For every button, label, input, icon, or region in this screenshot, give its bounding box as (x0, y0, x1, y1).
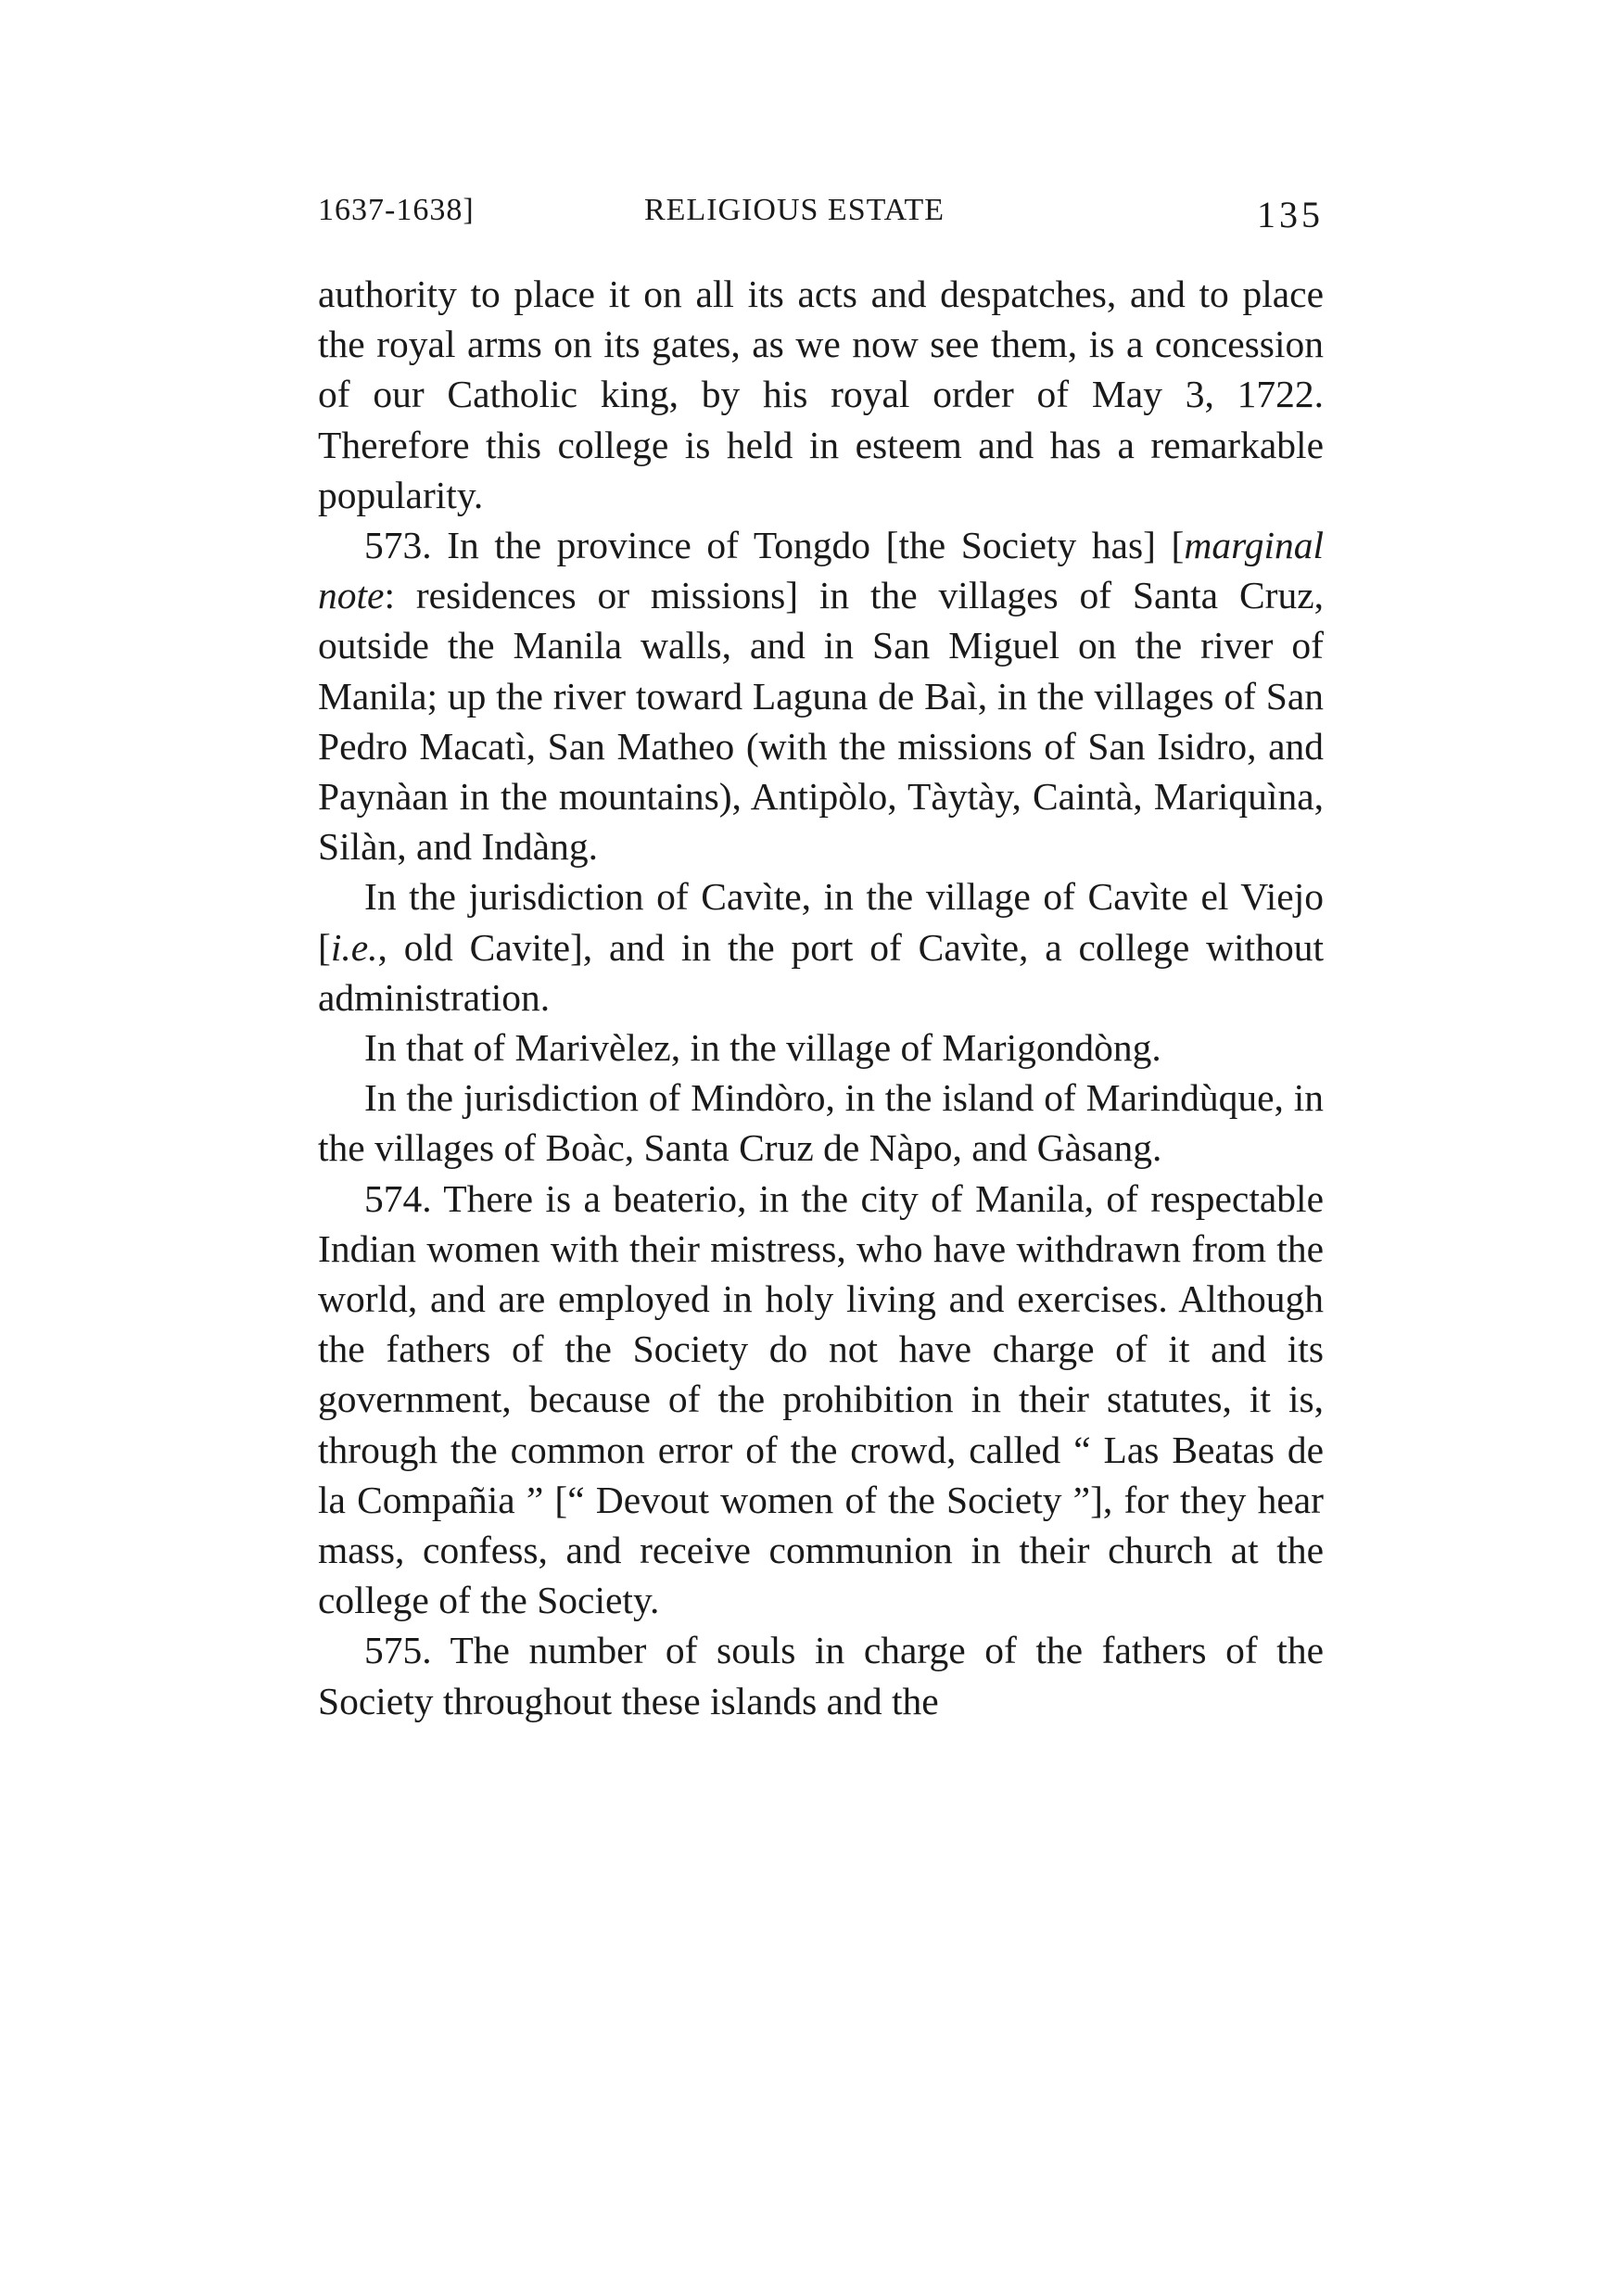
running-header (318, 193, 1324, 239)
paragraph-574: 574. There is a beaterio, in the city of Manila, of respectable Indian women with their mistress, who have withdrawn from the world, and are employed in holy living and exercises. Although the fathers of the Society do not have charge of it and its government, because of the prohibition in their statutes, it is, through the common error of the crowd, called “ Las Beatas de la Compañia ” [“ Devout women of the Society ”], for they hear mass, confess, and receive communion in their church at the college of the Society. (318, 1176, 1324, 1622)
italic-text: marginal note (318, 524, 1324, 617)
paragraph-mindoro: In the jurisdiction of Mindòro, in the island of Marindùque, in the villages of Boàc, Santa Cruz de Nàpo, and Gàsang. (318, 1076, 1324, 1170)
italic-text: i.e. (330, 925, 378, 969)
paragraph-575: 575. The number of souls in charge of the fathers of the Society throughout these islands and the (318, 1629, 1324, 1722)
paragraph-text: : residences or missions] in the villages of Santa Cruz, outside the Manila walls, and in San Miguel on the river of Manila; up the river toward Laguna de Baì, in the villages of San Pedro Macatì, San Matheo (with the missions of San Isidro, and Paynàan in the mountains), Antipòlo, Tàytày, Caintà, Mariquìna, Silàn, and Indàng. (318, 574, 1324, 869)
paragraph-text: In the jurisdiction of Cavìte, in the village of Cavìte el Viejo [ (318, 875, 1324, 969)
paragraph-text: , old Cavite], and in the port of Cavìte, a college without administration. (318, 925, 1324, 1019)
paragraph-cavite (318, 871, 1324, 1022)
paragraph-573 (318, 520, 1324, 871)
body-text (318, 269, 1324, 1726)
paragraph-marivelez: In that of Marivèlez, in the village of Marigondòng. (364, 1026, 1161, 1070)
paragraph-text: 573. In the province of Tongdo [the Society has] [ (364, 524, 1185, 567)
paragraph-continuation: authority to place it on all its acts and despatches, and to place the royal arms on its gates, as we now see them, is a concession of our Catholic king, by his royal order of May 3, 1722. Therefore this college is held in esteem and has a remarkable popularity. (318, 273, 1324, 516)
header-title: RELIGIOUS ESTATE (644, 193, 945, 227)
header-date-range: 1637-1638] (318, 193, 475, 227)
page-number: 135 (1257, 194, 1324, 235)
